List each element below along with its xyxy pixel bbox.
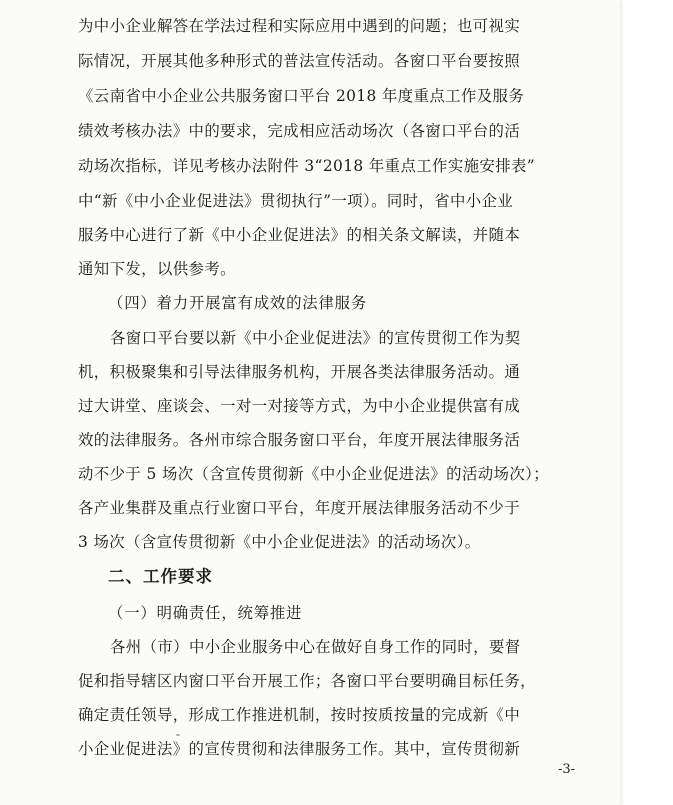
body-line: 动场次指标，详见考核办法附件 3“2018 年重点工作实施安排表” [78, 157, 536, 175]
body-line: 《云南省中小企业公共服务窗口平台 2018 年度重点工作及服务 [78, 87, 525, 105]
subsection-heading: （一）明确责任，统筹推进 [108, 604, 303, 622]
section-heading: 二、工作要求 [108, 567, 213, 586]
body-line: 3 场次（含宣传贯彻新《中小企业促进法》的活动场次）。 [78, 533, 481, 551]
body-line: 效的法律服务。各州市综合服务窗口平台，年度开展法律服务活 [78, 431, 521, 449]
body-line: 动不少于 5 场次（含宣传贯彻新《中小企业促进法》的活动场次）； [78, 465, 550, 483]
body-line: 各州（市）中小企业服务中心在做好自身工作的同时，要督 [110, 638, 521, 656]
body-line: 确定责任领导，形成工作推进机制，按时按质按量的完成新《中 [78, 706, 521, 724]
body-line: 际情况，开展其他多种形式的普法宣传活动。各窗口平台要按照 [78, 52, 521, 70]
body-line: 小企业促进法》的宣传贯彻和法律服务工作。其中，宣传贯彻新 [78, 740, 521, 758]
body-line: 各窗口平台要以新《中小企业促进法》的宣传贯彻工作为契 [110, 329, 521, 347]
body-line: 促和指导辖区内窗口平台开展工作；各窗口平台要明确目标任务， [78, 672, 536, 690]
subsection-heading: （四）着力开展富有成效的法律服务 [108, 294, 368, 312]
body-line: 为中小企业解答在学法过程和实际应用中遇到的问题；也可视实 [78, 17, 521, 35]
body-line: 服务中心进行了新《中小企业促进法》的相关条文解读，并随本 [78, 226, 521, 244]
body-line: 中“新《中小企业促进法》贯彻执行”一项）。同时，省中小企业 [78, 192, 514, 210]
body-line: 过大讲堂、座谈会、一对一对接等方式，为中小企业提供富有成 [78, 397, 521, 415]
body-line: 各产业集群及重点行业窗口平台，年度开展法律服务活动不少于 [78, 499, 521, 517]
body-line: 绩效考核办法》中的要求，完成相应活动场次（各窗口平台的活 [78, 122, 521, 140]
page-number: -3- [558, 762, 576, 777]
body-line: 机，积极聚集和引导法律服务机构，开展各类法律服务活动。通 [78, 363, 521, 381]
body-line: 通知下发，以供参考。 [78, 260, 236, 278]
ink-mark [176, 734, 180, 736]
